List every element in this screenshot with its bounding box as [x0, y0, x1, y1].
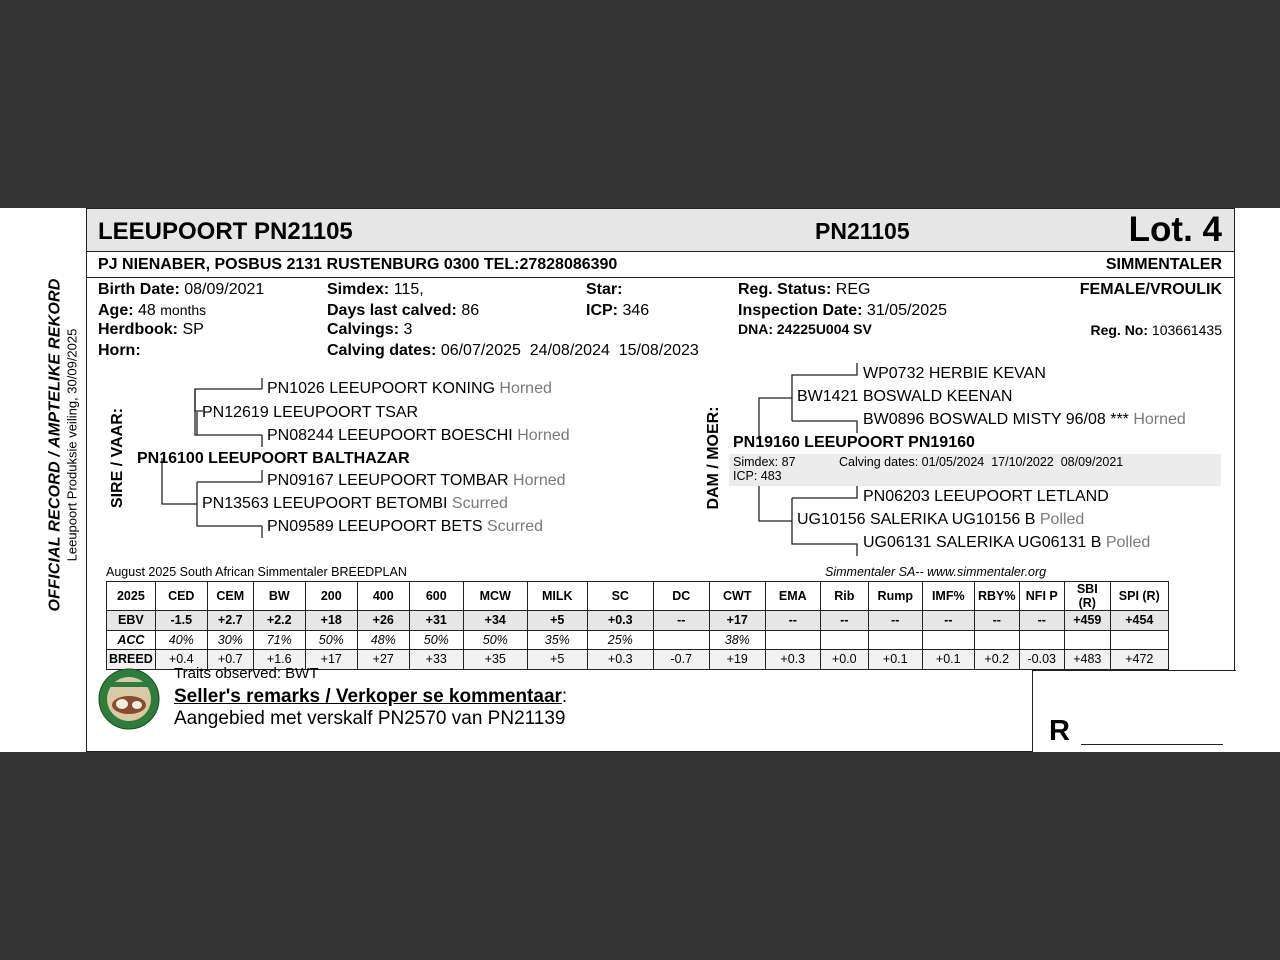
currency-symbol: R	[1049, 715, 1070, 747]
ebv-cell: ACC	[107, 630, 156, 650]
ebv-cell: +0.0	[820, 650, 868, 670]
ebv-cell: 30%	[207, 630, 253, 650]
ebv-cell: 71%	[253, 630, 305, 650]
lot-number: Lot. 4	[1128, 210, 1222, 249]
ebv-cell	[820, 630, 868, 650]
remarks-text: Aangebied met verskalf PN2570 van PN21139	[174, 708, 566, 729]
sire-dam-dam: PN09589 LEEUPOORT BETS Scurred	[267, 518, 543, 535]
official-record-label: OFFICIAL RECORD / AMPTELIKE REKORD	[46, 278, 64, 612]
ebv-cell: +0.2	[974, 650, 1019, 670]
sire-dam-sire: PN09167 LEEUPOORT TOMBAR Horned	[267, 472, 566, 489]
ebv-cell: +5	[527, 611, 587, 631]
ebv-cell: 48%	[357, 630, 409, 650]
ebv-cell: +27	[357, 650, 409, 670]
ebv-cell: MILK	[527, 582, 587, 611]
dam-sire: BW1421 BOSWALD KEENAN	[797, 388, 1013, 405]
ebv-cell	[765, 630, 820, 650]
simdex: Simdex: 115,	[327, 281, 424, 298]
record-card	[0, 208, 1280, 752]
auction-label: Leeupoort Produksie veiling, 30/09/2025	[64, 328, 80, 562]
dam-sire-sire: WP0732 HERBIE KEVAN	[863, 365, 1046, 382]
price-box[interactable]	[1032, 670, 1236, 752]
ebv-cell: +33	[409, 650, 463, 670]
ebv-cell	[922, 630, 974, 650]
ebv-cell: CWT	[709, 582, 765, 611]
record-frame	[86, 208, 1235, 752]
ebv-cell: --	[974, 611, 1019, 631]
ebv-cell	[974, 630, 1019, 650]
ebv-cell: 50%	[463, 630, 527, 650]
ebv-table	[106, 581, 1169, 670]
dam-label: DAM / MOER:	[705, 406, 722, 510]
ebv-cell: --	[868, 611, 922, 631]
ebv-cell: +34	[463, 611, 527, 631]
sire-sire-dam: PN08244 LEEUPOORT BOESCHI Horned	[267, 427, 570, 444]
ebv-cell: --	[922, 611, 974, 631]
ebv-cell: 38%	[709, 630, 765, 650]
ebv-cell: 50%	[409, 630, 463, 650]
ebv-cell: Rump	[868, 582, 922, 611]
ebv-cell	[1019, 630, 1064, 650]
ebv-cell: 35%	[527, 630, 587, 650]
sire-dam: PN13563 LEEUPOORT BETOMBI Scurred	[202, 495, 508, 512]
ebv-cell: +26	[357, 611, 409, 631]
ebv-cell	[868, 630, 922, 650]
ebv-cell: +0.1	[868, 650, 922, 670]
ebv-cell: 600	[409, 582, 463, 611]
days-last-calved: Days last calved: 86	[327, 302, 480, 319]
herdbook: Herdbook: SP	[98, 321, 204, 338]
sire-label: SIRE / VAAR:	[109, 407, 126, 509]
ebv-cell: +472	[1110, 650, 1168, 670]
ebv-cell: 40%	[155, 630, 207, 650]
horn: Horn:	[98, 342, 141, 359]
ebv-cell: 200	[305, 582, 357, 611]
ebv-cell: 400	[357, 582, 409, 611]
ebv-cell: -1.5	[155, 611, 207, 631]
ebv-cell: +5	[527, 650, 587, 670]
ebv-cell: -0.03	[1019, 650, 1064, 670]
ebv-cell: 50%	[305, 630, 357, 650]
dna: DNA: 24225U004 SV	[738, 321, 872, 337]
ebv-row-header	[107, 582, 1169, 611]
ebv-cell: +2.7	[207, 611, 253, 631]
ebv-row-acc	[107, 630, 1169, 650]
ebv-cell: --	[820, 611, 868, 631]
ebv-cell: -0.7	[653, 650, 709, 670]
price-line	[1081, 744, 1223, 745]
animal-name: LEEUPOORT PN21105	[98, 218, 353, 245]
sire-sire-sire: PN1026 LEEUPOORT KONING Horned	[267, 380, 552, 397]
ebv-cell: DC	[653, 582, 709, 611]
ebv-cell: +0.3	[587, 611, 653, 631]
ebv-cell: +454	[1110, 611, 1168, 631]
calvings: Calvings: 3	[327, 321, 413, 338]
dam-name: PN19160 LEEUPOORT PN19160	[733, 434, 975, 451]
ebv-cell: +0.3	[765, 650, 820, 670]
simmentaler-logo-icon	[98, 668, 160, 730]
ebv-cell: MCW	[463, 582, 527, 611]
ebv-cell: +19	[709, 650, 765, 670]
ebv-cell: --	[1019, 611, 1064, 631]
ebv-cell: +2.2	[253, 611, 305, 631]
ebv-cell: BREED	[107, 650, 156, 670]
ebv-cell: EBV	[107, 611, 156, 631]
dam-calving-dates: Calving dates: 01/05/2024 17/10/2022 08/09/2021	[839, 455, 1124, 469]
ebv-cell: CEM	[207, 582, 253, 611]
ebv-cell: EMA	[765, 582, 820, 611]
sex: FEMALE/VROULIK	[1079, 281, 1222, 298]
remarks-heading: Seller's remarks / Verkoper se kommentaar:	[174, 686, 568, 707]
star: Star:	[586, 281, 623, 298]
dam-sire-dam: BW0896 BOSWALD MISTY 96/08 *** Horned	[863, 411, 1186, 428]
ebv-cell	[653, 630, 709, 650]
ebv-cell: +17	[709, 611, 765, 631]
website-caption: Simmentaler SA-- www.simmentaler.org	[825, 565, 1047, 579]
icp: ICP: 346	[586, 302, 650, 319]
breed-name: SIMMENTALER	[1105, 256, 1222, 273]
sire-sire: PN12619 LEEUPOORT TSAR	[202, 404, 419, 421]
ebv-cell: 25%	[587, 630, 653, 650]
ebv-cell	[1110, 630, 1168, 650]
ebv-cell: +1.6	[253, 650, 305, 670]
calving-dates: Calving dates: 06/07/2025 24/08/2024 15/08/2023	[327, 342, 699, 359]
ebv-cell: Rib	[820, 582, 868, 611]
dam-simdex: Simdex: 87	[733, 455, 796, 469]
reg-status: Reg. Status: REG	[738, 281, 871, 298]
ebv-cell: SBI (R)	[1064, 582, 1110, 611]
traits-observed: Traits observed: BWT	[174, 665, 319, 682]
reg-no: Reg. No: 103661435	[1090, 322, 1222, 338]
ebv-cell: --	[653, 611, 709, 631]
dam-dam-sire: PN06203 LEEUPOORT LETLAND	[863, 488, 1109, 505]
dam-dam: UG10156 SALERIKA UG10156 B Polled	[797, 511, 1085, 528]
ebv-cell: --	[765, 611, 820, 631]
dam-icp: ICP: 483	[733, 469, 782, 483]
dam-dam-dam: UG06131 SALERIKA UG06131 B Polled	[863, 534, 1151, 551]
ebv-cell: +18	[305, 611, 357, 631]
breedplan-caption: August 2025 South African Simmentaler BREEDPLAN	[106, 565, 407, 579]
ebv-cell: BW	[253, 582, 305, 611]
ebv-cell: +17	[305, 650, 357, 670]
ebv-cell: +35	[463, 650, 527, 670]
inspection-date: Inspection Date: 31/05/2025	[738, 302, 947, 319]
ebv-cell: +0.4	[155, 650, 207, 670]
ebv-cell: RBY%	[974, 582, 1019, 611]
ebv-cell: +0.1	[922, 650, 974, 670]
sire-name: PN16100 LEEUPOORT BALTHAZAR	[137, 450, 410, 467]
ebv-row-ebv	[107, 611, 1169, 631]
ebv-cell: +0.7	[207, 650, 253, 670]
animal-id: PN21105	[815, 218, 910, 244]
ebv-cell: +0.3	[587, 650, 653, 670]
owner-address: PJ NIENABER, POSBUS 2131 RUSTENBURG 0300 TEL:27828086390	[98, 256, 618, 273]
ebv-cell: +31	[409, 611, 463, 631]
ebv-cell: 2025	[107, 582, 156, 611]
ebv-cell: NFI P	[1019, 582, 1064, 611]
ebv-cell: SC	[587, 582, 653, 611]
birth-date: Birth Date: 08/09/2021	[98, 281, 265, 298]
ebv-cell: IMF%	[922, 582, 974, 611]
ebv-cell: CED	[155, 582, 207, 611]
dam-details	[729, 454, 1221, 486]
age: Age: 48 months	[98, 302, 207, 319]
side-label	[40, 208, 86, 752]
ebv-cell: +459	[1064, 611, 1110, 631]
ebv-cell	[1064, 630, 1110, 650]
ebv-cell: +483	[1064, 650, 1110, 670]
ebv-cell: SPI (R)	[1110, 582, 1168, 611]
